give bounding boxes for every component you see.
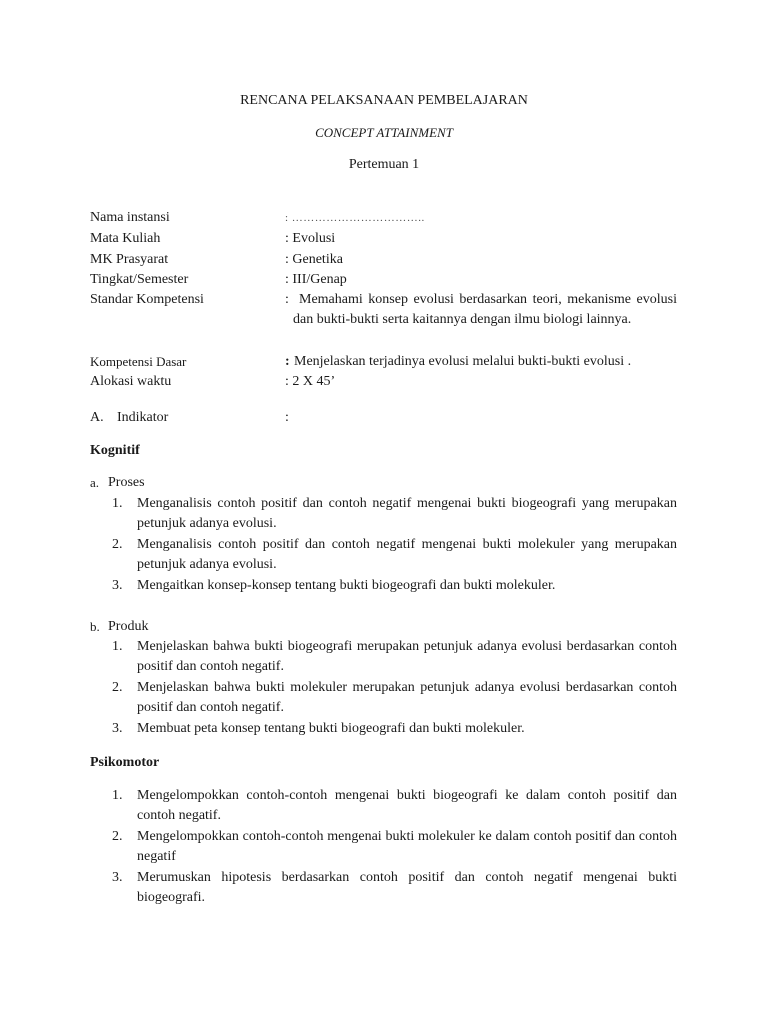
nama-instansi-value: : …………………………….. [285, 212, 425, 224]
document-title: RENCANA PELAKSANAAN PEMBELAJARAN [240, 93, 528, 108]
psikomotor-number-1: 1. [112, 788, 123, 803]
standar-kompetensi-label: Standar Kompetensi [90, 292, 204, 307]
proses-item-1: Menganalisis contoh positif dan contoh negatif mengenai bukti biogeografi yang merupakan petunjuk adanya evolusi. [137, 496, 677, 531]
meeting-label: Pertemuan 1 [348, 157, 420, 172]
produk-item-3: Membuat peta konsep tentang bukti biogeografi dan bukti molekuler. [137, 721, 525, 736]
psikomotor-item-3: Merumuskan hipotesis berdasarkan contoh positif dan contoh negatif mengenai bukti biogeografi. [137, 870, 677, 905]
produk-item-1: Menjelaskan bahwa bukti biogeografi merupakan petunjuk adanya evolusi berdasarkan contoh positif dan contoh negatif. [137, 639, 677, 674]
mk-prasyarat-value: : Genetika [285, 252, 343, 267]
alokasi-waktu-label: Alokasi waktu [90, 374, 172, 389]
mata-kuliah-value: : Evolusi [285, 231, 336, 246]
alokasi-waktu-value: : 2 X 45’ [285, 374, 336, 389]
kognitif-heading: Kognitif [90, 443, 140, 458]
produk-number-2: 2. [112, 680, 123, 695]
kompetensi-dasar-value: Menjelaskan terjadinya evolusi melalui bukti-bukti evolusi . [294, 354, 632, 369]
proses-number-1: 1. [112, 496, 123, 511]
psikomotor-heading: Psikomotor [90, 755, 160, 770]
proses-label: Proses [108, 475, 145, 490]
document-subtitle: CONCEPT ATTAINMENT [315, 125, 453, 140]
psikomotor-number-2: 2. [112, 829, 123, 844]
produk-number-3: 3. [112, 721, 123, 736]
produk-item-2: Menjelaskan bahwa bukti molekuler merupakan petunjuk adanya evolusi berdasarkan contoh positif dan contoh negatif. [137, 680, 677, 715]
proses-item-3: Mengaitkan konsep-konsep tentang bukti biogeografi dan bukti molekuler. [137, 578, 556, 593]
mata-kuliah-label: Mata Kuliah [90, 231, 161, 246]
standar-kompetensi-colon: : [285, 292, 289, 307]
kompetensi-dasar-label: Kompetensi Dasar [90, 354, 187, 369]
proses-marker: a. [90, 475, 100, 490]
proses-item-2: Menganalisis contoh positif dan contoh negatif mengenai bukti molekuler yang merupakan petunjuk adanya evolusi. [137, 537, 677, 572]
mk-prasyarat-label: MK Prasyarat [90, 252, 169, 267]
produk-number-1: 1. [112, 639, 123, 654]
produk-marker: b. [90, 619, 100, 634]
tingkat-semester-label: Tingkat/Semester [90, 272, 189, 287]
proses-number-3: 3. [112, 578, 123, 593]
psikomotor-item-2: Mengelompokkan contoh-contoh mengenai bukti molekuler ke dalam contoh positif dan contoh negatif [137, 829, 677, 864]
produk-label: Produk [108, 619, 149, 634]
psikomotor-item-1: Mengelompokkan contoh-contoh mengenai bukti biogeografi ke dalam contoh positif dan contoh negatif. [137, 788, 677, 823]
proses-number-2: 2. [112, 537, 123, 552]
indikator-colon: : [285, 410, 289, 425]
indikator-label: Indikator [117, 410, 169, 425]
psikomotor-number-3: 3. [112, 870, 123, 885]
tingkat-semester-value: : III/Genap [285, 272, 347, 287]
indikator-marker: A. [90, 410, 104, 425]
standar-kompetensi-value: Memahami konsep evolusi berdasarkan teori, mekanisme evolusi dan bukti-bukti serta kaitannya dengan ilmu biologi lainnya. [293, 292, 677, 327]
kompetensi-dasar-colon: : [285, 354, 290, 369]
nama-instansi-label: Nama instansi [90, 210, 170, 225]
